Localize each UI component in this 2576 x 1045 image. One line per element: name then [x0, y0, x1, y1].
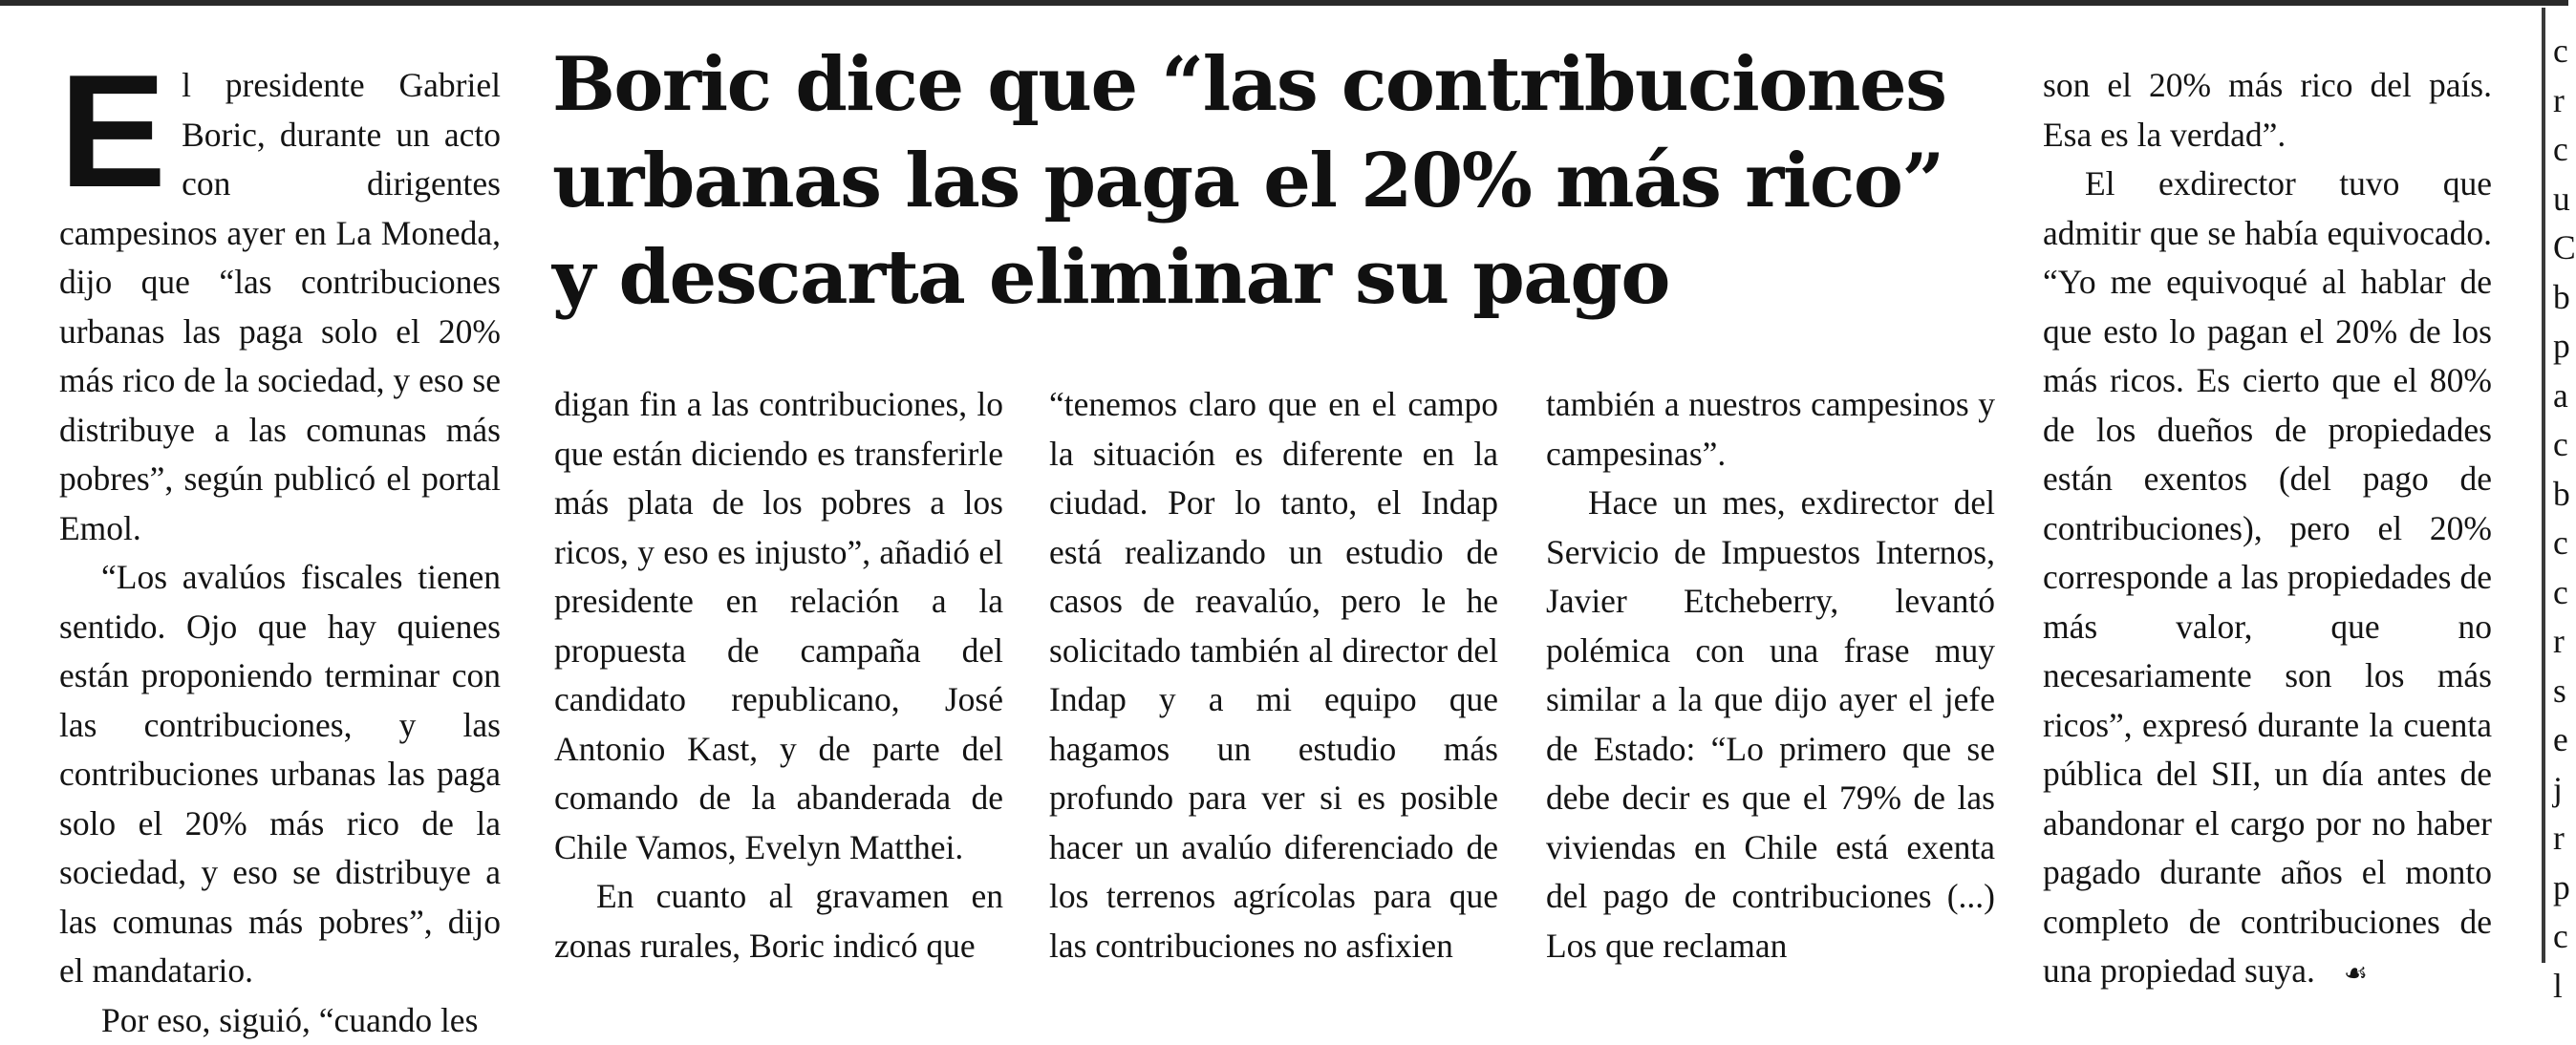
- fragment-line: e: [2553, 715, 2568, 765]
- headline-line-2: urbanas las paga el 20% más rico”: [552, 133, 2005, 229]
- fragment-line: p: [2553, 322, 2568, 372]
- fragment-line: c: [2553, 519, 2568, 568]
- top-rule: [0, 0, 2568, 6]
- lead-paragraph: [59, 61, 501, 553]
- fragment-line: c: [2553, 27, 2568, 76]
- fragment-line: u: [2553, 175, 2568, 224]
- body-paragraph: “Los avalúos fiscales tienen sentido. Ojo que hay quienes están proponiendo terminar con las contribuciones, y las contribuciones urbanas las paga solo el 20% más rico de la sociedad, y eso se distribuye a las comunas más pobres”, dijo el mandatario.: [59, 553, 501, 996]
- article-column-1: [59, 61, 501, 1045]
- drop-cap: E: [59, 69, 166, 203]
- body-paragraph: digan fin a las contribuciones, lo que están diciendo es transferirle más plata de los pobres a los ricos, y eso es injusto”, añadió el presidente en relación a la propuesta de campaña del candidato republicano, José Antonio Kast, y de parte del comando de la abanderada de Chile Vamos, Evelyn Matthei.: [554, 380, 1003, 872]
- article-column-2: [554, 380, 1003, 970]
- adjacent-article-fragment: [2553, 27, 2568, 1011]
- article-column-5: [2043, 61, 2492, 998]
- body-paragraph: Por eso, siguió, “cuando les: [59, 996, 501, 1045]
- fragment-line: c: [2553, 420, 2568, 470]
- column-separator-rule: [2542, 8, 2545, 963]
- fragment-line: r: [2553, 814, 2568, 864]
- body-paragraph: Hace un mes, exdirector del Servicio de Impuestos Internos, Javier Etcheberry, levantó polémica con una frase muy similar a la que dijo ayer el jefe de Estado: “Lo primero que se debe decir es que el 79% de las viviendas en Chile está exenta del pago de contribuciones (...) Los que reclaman: [1546, 479, 1995, 970]
- body-paragraph: En cuanto al gravamen en zonas rurales, Boric indicó que: [554, 872, 1003, 970]
- fragment-line: j: [2553, 765, 2568, 815]
- fragment-line: r: [2553, 76, 2568, 126]
- fragment-line: c: [2553, 912, 2568, 962]
- fragment-line: l: [2553, 962, 2568, 1012]
- body-paragraph-text: El exdirector tuvo que admitir que se había equivocado. “Yo me equivoqué al hablar de que esto lo pagan el 20% de los más ricos. Es cierto que el 80% de los dueños de propiedades están exentos (del pago de contribuciones), pero el 20% corresponde a las propiedades de más valor, que no necesariamente son los más ricos”, expresó durante la cuenta pública del SII, un día antes de abandonar el cargo por no haber pagado durante años el monto completo de contribuciones de una propiedad suya.: [2043, 164, 2492, 990]
- fragment-line: r: [2553, 617, 2568, 667]
- fragment-line: c: [2553, 568, 2568, 618]
- fragment-line: c: [2553, 125, 2568, 175]
- body-paragraph: “tenemos claro que en el campo la situación es diferente en la ciudad. Por lo tanto, el Indap está realizando un estudio de casos de reavalúo, pero le he solicitado también al director del Indap y a mi equipo que hagamos un estudio más profundo para ver si es posible hacer un avalúo diferenciado de los terrenos agrícolas para que las contribuciones no asfixien: [1049, 380, 1498, 970]
- body-paragraph: también a nuestros campesinos y campesinas”.: [1546, 380, 1995, 479]
- headline-line-3: y descarta eliminar su pago: [552, 229, 2005, 326]
- body-paragraph: [2043, 160, 2492, 998]
- fragment-line: b: [2553, 470, 2568, 520]
- fragment-line: C: [2553, 224, 2568, 273]
- article-column-4: [1546, 380, 1995, 970]
- headline-line-1: Boric dice que “las contribuciones: [552, 36, 2005, 133]
- article-headline: [552, 36, 2005, 326]
- fragment-line: a: [2553, 372, 2568, 421]
- article-column-3: [1049, 380, 1498, 970]
- body-paragraph: son el 20% más rico del país. Esa es la verdad”.: [2043, 61, 2492, 160]
- lead-paragraph-text: l presidente Gabriel Boric, durante un acto con dirigentes campesinos ayer en La Moneda, dijo que “las contribuciones urbanas las paga solo el 20% más rico de la sociedad, y eso se distribuye a las comunas más pobres”, según publicó el portal Emol.: [59, 66, 501, 547]
- fragment-line: s: [2553, 667, 2568, 716]
- end-of-article-icon: ☙: [2344, 957, 2368, 989]
- fragment-line: b: [2553, 273, 2568, 323]
- fragment-line: p: [2553, 864, 2568, 913]
